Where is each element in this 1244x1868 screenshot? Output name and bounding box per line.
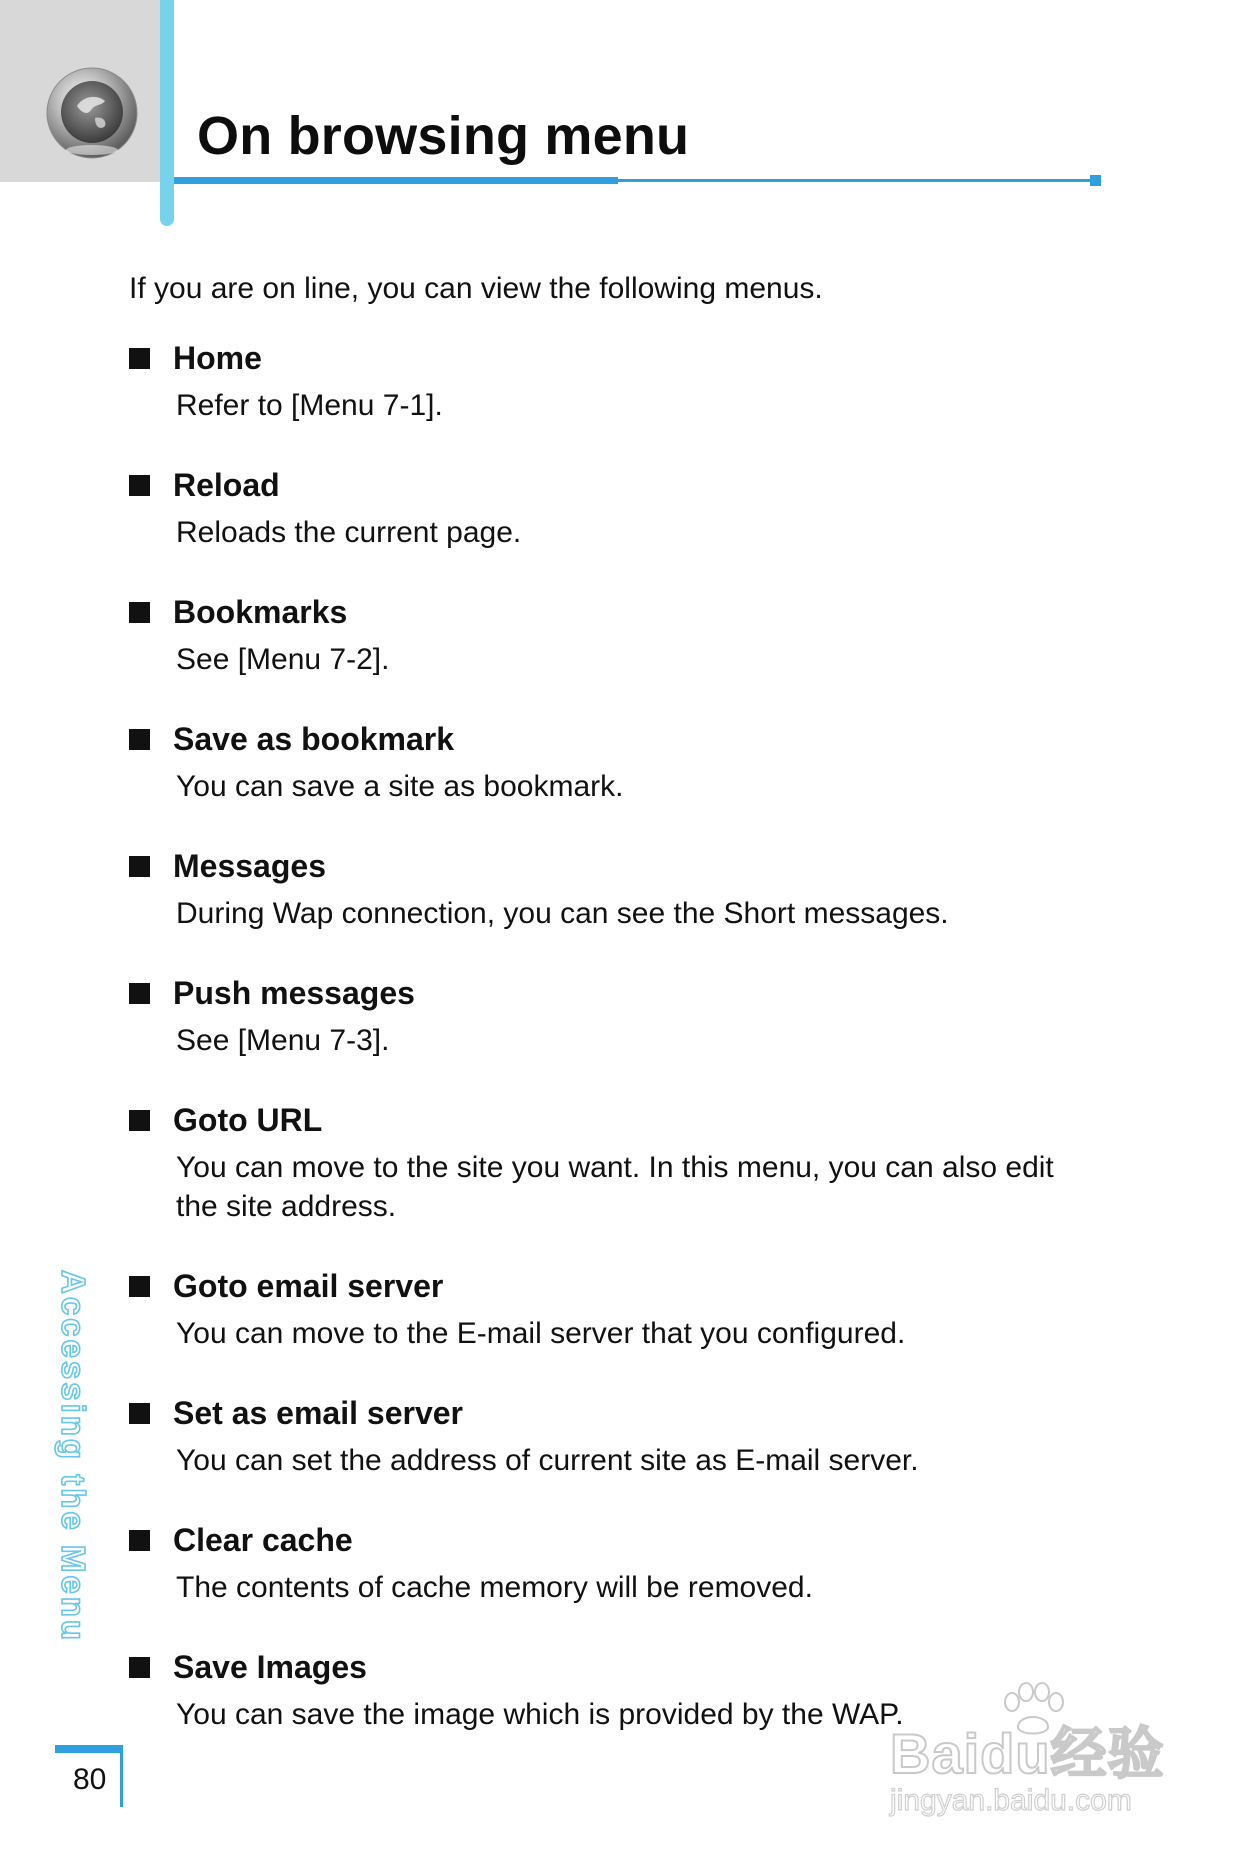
- menu-item-description: The contents of cache memory will be removed.: [176, 1571, 813, 1604]
- menu-item-title: Clear cache: [173, 1521, 353, 1558]
- square-bullet-icon: [129, 602, 150, 623]
- menu-item-description: Refer to [Menu 7-1].: [176, 389, 443, 422]
- page-number-top-accent: [55, 1745, 123, 1753]
- header-corner-panel: [0, 0, 160, 182]
- menu-item-goto-url: [129, 1100, 1089, 1226]
- square-bullet-icon: [129, 1110, 150, 1131]
- page-title: On browsing menu: [197, 106, 690, 166]
- page-number-box: [55, 1745, 123, 1807]
- title-underline-end-marker: [1090, 175, 1101, 186]
- square-bullet-icon: [129, 1657, 150, 1678]
- menu-item-description: During Wap connection, you can see the Short messages.: [176, 897, 949, 930]
- menu-item-title: Goto email server: [173, 1267, 444, 1304]
- menu-item-description: You can move to the E-mail server that you configured.: [176, 1317, 906, 1350]
- watermark-sub: jingyan.baidu.com: [890, 1784, 1132, 1817]
- menu-item-description: See [Menu 7-2].: [176, 643, 390, 676]
- square-bullet-icon: [129, 1403, 150, 1424]
- watermark-main: Baidu经验: [890, 1722, 1165, 1785]
- menu-item-description: See [Menu 7-3].: [176, 1024, 390, 1057]
- menu-item-description: Reloads the current page.: [176, 516, 522, 549]
- menu-item-messages: [129, 846, 1089, 933]
- square-bullet-icon: [129, 475, 150, 496]
- side-tab-label: Accessing the Menu: [55, 1270, 92, 1644]
- menu-item-set-as-email-server: [129, 1393, 1089, 1480]
- menu-item-goto-email-server: [129, 1266, 1089, 1353]
- menu-item-title: Save Images: [173, 1648, 367, 1685]
- menu-item-title: Messages: [173, 847, 326, 884]
- title-underline-thick: [174, 177, 618, 184]
- menu-item-clear-cache: [129, 1520, 1089, 1607]
- menu-item-save-as-bookmark: [129, 719, 1089, 806]
- menu-item-push-messages: [129, 973, 1089, 1060]
- square-bullet-icon: [129, 983, 150, 1004]
- menu-item-title: Bookmarks: [173, 593, 348, 630]
- title-underline-thin: [618, 179, 1095, 182]
- intro-text: If you are on line, you can view the following menus.: [129, 272, 823, 305]
- menu-item-home: [129, 338, 1089, 425]
- menu-item-bookmarks: [129, 592, 1089, 679]
- menu-item-description: You can move to the site you want. In this menu, you can also edit the site address.: [176, 1151, 1054, 1223]
- menu-item-title: Reload: [173, 466, 280, 503]
- page-number: 80: [73, 1763, 107, 1796]
- page-number-right-accent: [120, 1753, 123, 1807]
- side-tab: [53, 1270, 93, 1736]
- menu-item-description: You can save a site as bookmark.: [176, 770, 624, 803]
- header-vertical-accent: [160, 0, 174, 226]
- menu-item-title: Push messages: [173, 974, 415, 1011]
- square-bullet-icon: [129, 1276, 150, 1297]
- square-bullet-icon: [129, 1530, 150, 1551]
- menu-item-title: Home: [173, 339, 262, 376]
- menu-list: [129, 338, 1089, 1774]
- globe-icon: [45, 66, 139, 160]
- menu-item-title: Set as email server: [173, 1394, 463, 1431]
- menu-item-title: Save as bookmark: [173, 720, 455, 757]
- menu-item-description: You can save the image which is provided by the WAP.: [176, 1698, 904, 1731]
- menu-item-title: Goto URL: [173, 1101, 323, 1138]
- watermark: [880, 1680, 1180, 1830]
- menu-item-reload: [129, 465, 1089, 552]
- menu-item-description: You can set the address of current site as E-mail server.: [176, 1444, 919, 1477]
- square-bullet-icon: [129, 348, 150, 369]
- square-bullet-icon: [129, 856, 150, 877]
- square-bullet-icon: [129, 729, 150, 750]
